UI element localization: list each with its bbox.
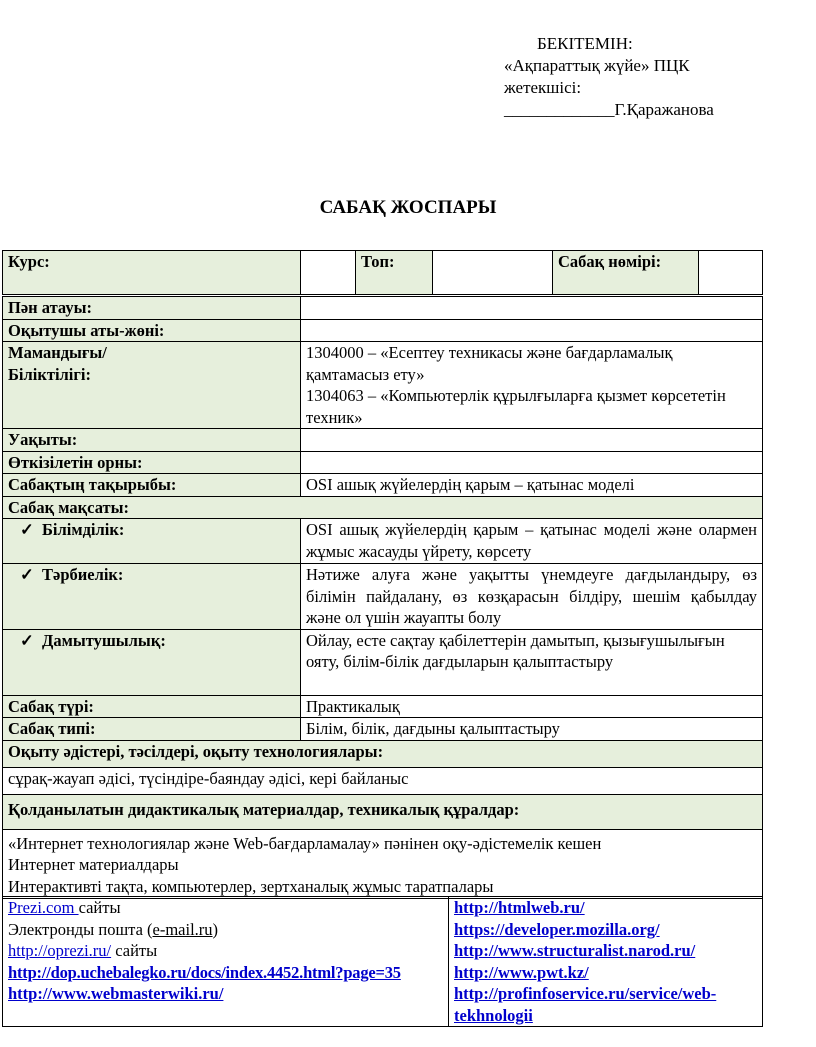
- email-prefix: Электронды пошта (: [8, 919, 153, 939]
- structuralist-link[interactable]: http://www.structuralist.narod.ru/: [454, 941, 696, 960]
- place-value: [301, 451, 763, 474]
- goal-label: Сабақ мақсаты:: [3, 496, 763, 519]
- email-line: [8, 919, 443, 941]
- upbringing-goal-label: [3, 564, 301, 630]
- specialty-label: [3, 342, 301, 429]
- document-title: САБАҚ ЖОСПАРЫ: [319, 197, 497, 218]
- right-link-line: [454, 897, 757, 919]
- check-icon: ✓: [20, 630, 34, 650]
- right-link-line: [454, 940, 757, 962]
- subject-label: Пән атауы:: [3, 297, 301, 320]
- pwt-link[interactable]: http://www.pwt.kz/: [454, 962, 589, 982]
- prezi-suffix: сайты: [78, 898, 121, 917]
- place-label: Өткізілетін орны:: [3, 451, 301, 474]
- course-value: [301, 251, 356, 295]
- right-link-line: [454, 962, 757, 984]
- teacher-value: [301, 319, 763, 342]
- dop-line: [8, 962, 443, 984]
- lesson-number-label: Сабақ нөмірі:: [553, 251, 699, 295]
- course-label: Курс:: [3, 251, 301, 295]
- check-icon: ✓: [20, 520, 34, 539]
- email-suffix: ): [212, 919, 219, 939]
- webmaster-line: [8, 983, 443, 1005]
- materials-value: [3, 829, 763, 898]
- education-goal-value: OSI ашық жүйелердің қарым – қатынас моделі және олармен жұмыс жасауды үйрету, көрсету: [301, 519, 763, 564]
- lesson-type-label: Сабақ түрі:: [3, 695, 301, 718]
- teacher-label: Оқытушы аты-жөні:: [3, 319, 301, 342]
- approval-line-1: БЕКІТЕМІН:: [537, 34, 633, 53]
- group-label: Топ:: [356, 251, 433, 295]
- lesson-number-value: [699, 251, 763, 295]
- education-goal-text: Білімділік:: [42, 520, 125, 539]
- development-goal-text: Дамытушылық:: [42, 630, 166, 650]
- profinfoservice-link[interactable]: http://profinfoservice.ru/service/web-tekhnologii: [454, 984, 717, 1025]
- materials-line-3: Интерактивті тақта, компьютерлер, зертханалық жұмыс таратпалары: [8, 876, 494, 896]
- lesson-type-value: Практикалық: [301, 695, 763, 718]
- time-label: Уақыты:: [3, 429, 301, 452]
- approval-block: [504, 33, 714, 121]
- check-icon: ✓: [20, 565, 34, 584]
- lesson-info-table: [2, 296, 763, 899]
- specialty-value-1: 1304000 – «Есептеу техникасы және бағдарламалық қамтамасыз ету»: [306, 343, 673, 384]
- subject-value: [301, 297, 763, 320]
- time-value: [301, 429, 763, 452]
- approval-signature-line: _____________Г.Қаражанова: [504, 100, 714, 119]
- right-link-line: [454, 983, 757, 1026]
- approval-line-2: «Ақпараттық жүйе» ПЦК: [504, 56, 690, 75]
- header-row-table: [2, 250, 763, 295]
- development-goal-value: Ойлау, есте сақтау қабілеттерін дамытып, қызығушылығын ояту, білім-білік дағдыларын қалыптастыру: [301, 629, 763, 695]
- oprezi-link[interactable]: http://oprezi.ru/: [8, 941, 112, 960]
- materials-label: Қолданылатын дидактикалық материалдар, техникалық құралдар:: [3, 794, 763, 829]
- htmlweb-link[interactable]: http://htmlweb.ru/: [454, 898, 585, 917]
- prezi-link[interactable]: Prezi.com: [8, 898, 79, 917]
- topic-label: Сабақтың тақырыбы:: [3, 474, 301, 497]
- specialty-value-2: 1304063 – «Компьютерлік құрылғыларға қызмет көрсететін техник»: [306, 386, 726, 427]
- topic-value: OSI ашық жүйелердің қарым – қатынас моделі: [301, 474, 763, 497]
- methods-label: Оқыту әдістері, тәсілдері, оқыту технологиялары:: [3, 740, 763, 767]
- education-goal-label: [3, 519, 301, 564]
- right-link-line: [454, 919, 757, 941]
- lesson-kind-value: Білім, білік, дағдыны қалыптастыру: [301, 718, 763, 741]
- specialty-value: [301, 342, 763, 429]
- group-value: [433, 251, 553, 295]
- email-link[interactable]: e-mail.ru: [152, 919, 213, 939]
- webmaster-link[interactable]: http://www.webmasterwiki.ru/: [8, 984, 224, 1003]
- lesson-kind-label: Сабақ типі:: [3, 718, 301, 741]
- oprezi-line: [8, 940, 443, 962]
- materials-line-1: «Интернет технологиялар және Web-бағдарламалау» пәнінен оқу-әдістемелік кешен: [8, 833, 602, 853]
- links-table: [2, 896, 763, 1027]
- prezi-line: [8, 897, 443, 919]
- methods-value: сұрақ-жауап әдісі, түсіндіре-баяндау әдісі, кері байланыс: [3, 767, 763, 794]
- dop-link[interactable]: http://dop.uchebalegko.ru/docs/index.4452.html?page=35: [8, 962, 401, 982]
- mozilla-link[interactable]: https://developer.mozilla.org/: [454, 919, 660, 939]
- upbringing-goal-value: Нәтиже алуға және уақытты үнемдеуге дағдыландыру, өз білімін пайдалану, өз көзқарасын білдіру, шешім қабылдау және ол үшін жауапты болу: [301, 564, 763, 630]
- materials-line-2: Интернет материалдары: [8, 855, 179, 874]
- development-goal-label: [3, 629, 301, 695]
- links-right-cell: [449, 897, 763, 1027]
- specialty-label-line-1: Мамандығы/: [8, 343, 107, 362]
- oprezi-suffix: сайты: [111, 941, 158, 960]
- links-left-cell: [3, 897, 449, 1027]
- upbringing-goal-text: Тәрбиелік:: [42, 565, 124, 584]
- specialty-label-line-2: Біліктілігі:: [8, 364, 91, 384]
- approval-line-3: жетекшісі:: [504, 78, 582, 97]
